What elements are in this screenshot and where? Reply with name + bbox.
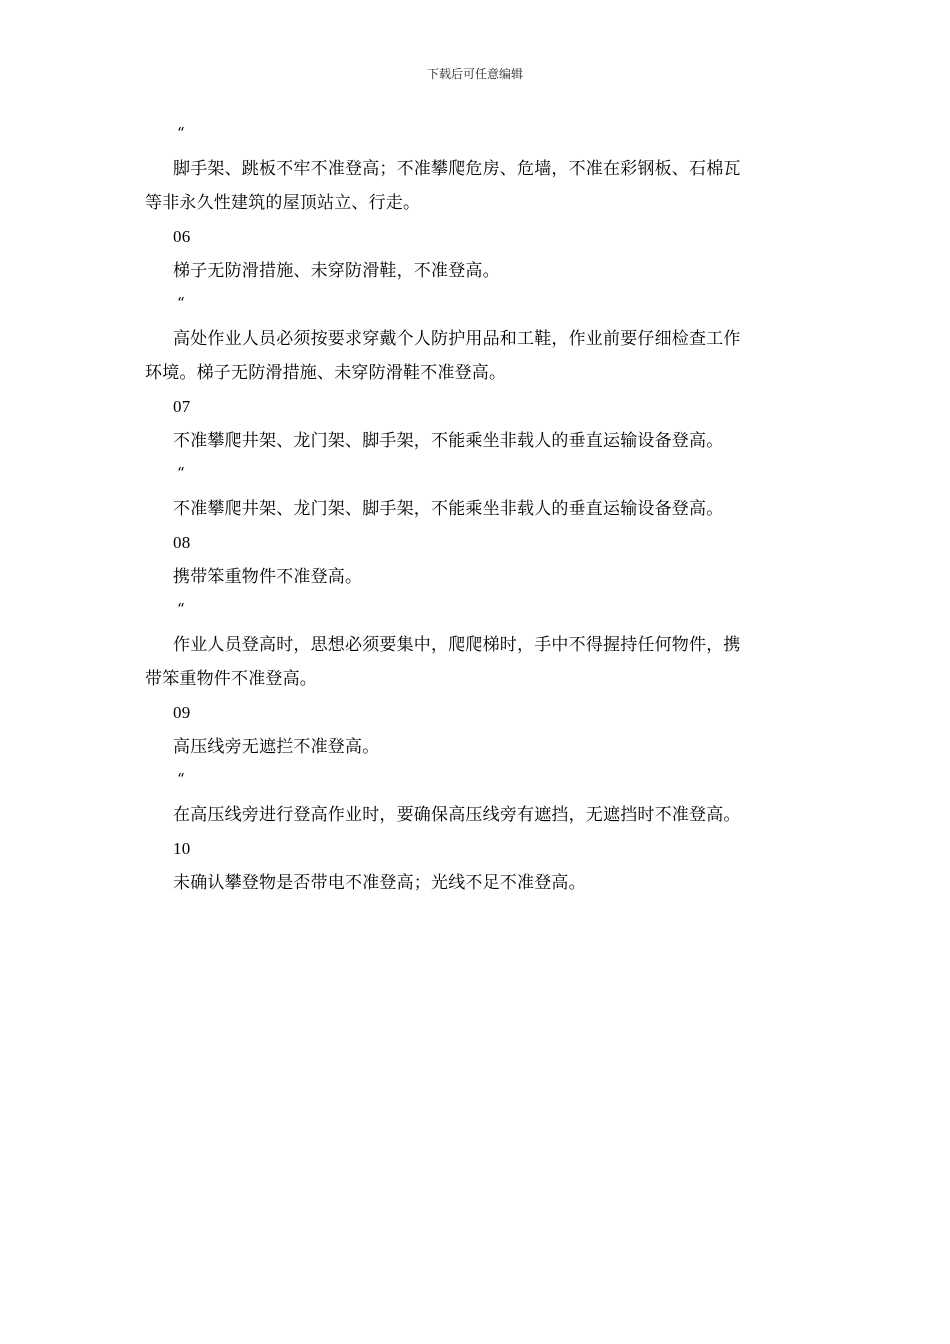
- section-title: 高压线旁无遮拦不准登高。: [173, 737, 380, 757]
- section-title: 未确认攀登物是否带电不准登高；光线不足不准登高。: [173, 873, 586, 893]
- quote-mark: “: [177, 294, 185, 312]
- quote-mark: “: [177, 770, 185, 788]
- section-number: 09: [173, 703, 191, 722]
- section-number: 07: [173, 397, 191, 416]
- paragraph-line: 作业人员登高时，思想必须要集中，爬爬梯时，手中不得握持任何物件，携: [173, 635, 741, 655]
- section-number: 08: [173, 533, 191, 552]
- paragraph-line: 在高压线旁进行登高作业时，要确保高压线旁有遮挡，无遮挡时不准登高。: [173, 805, 741, 825]
- section-title: 不准攀爬井架、龙门架、脚手架，不能乘坐非载人的垂直运输设备登高。: [173, 431, 724, 451]
- paragraph-line: 高处作业人员必须按要求穿戴个人防护用品和工鞋，作业前要仔细检查工作: [173, 329, 741, 349]
- quote-mark: “: [177, 464, 185, 482]
- document-body: [145, 118, 810, 900]
- paragraph-line: 等非永久性建筑的屋顶站立、行走。: [145, 193, 421, 213]
- section-number: 06: [173, 227, 191, 246]
- paragraph-line: 脚手架、跳板不牢不准登高；不准攀爬危房、危墙，不准在彩钢板、石棉瓦: [173, 159, 741, 179]
- quote-mark: “: [177, 600, 185, 618]
- section-number: 10: [173, 839, 191, 858]
- page-header: 下载后可任意编辑: [426, 67, 523, 81]
- paragraph-line: 带笨重物件不准登高。: [145, 669, 317, 689]
- section-title: 梯子无防滑措施、未穿防滑鞋，不准登高。: [173, 261, 500, 281]
- paragraph-line: 环境。梯子无防滑措施、未穿防滑鞋不准登高。: [145, 363, 507, 383]
- paragraph-line: 不准攀爬井架、龙门架、脚手架，不能乘坐非载人的垂直运输设备登高。: [173, 499, 724, 519]
- quote-mark: “: [177, 124, 185, 142]
- section-title: 携带笨重物件不准登高。: [173, 567, 363, 587]
